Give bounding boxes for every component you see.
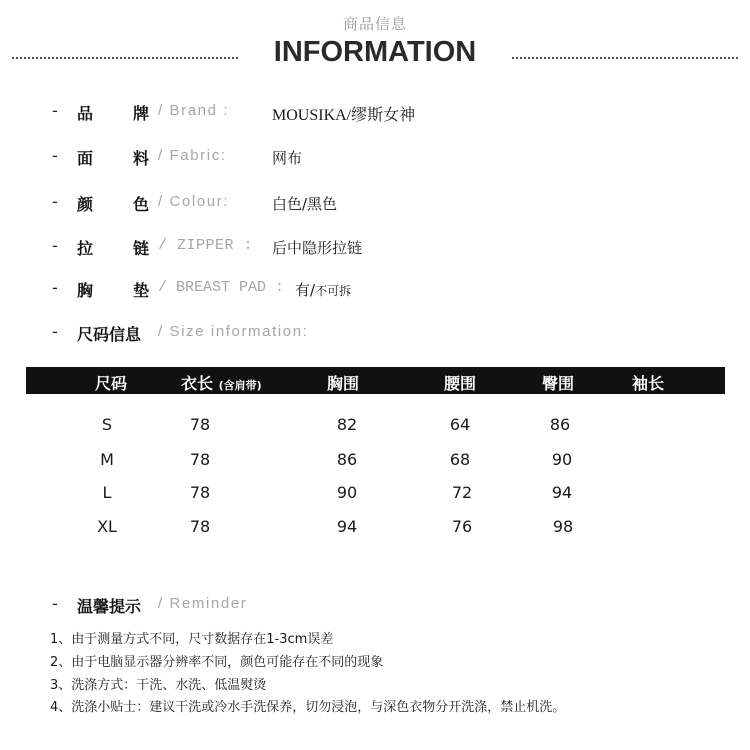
row-value: 网布 xyxy=(272,149,303,167)
row-dash: - xyxy=(52,146,58,165)
reminder-note-1: 1、由于测量方式不同，尺寸数据存在1-3cm误差 xyxy=(50,632,334,647)
cell-waist: 76 xyxy=(451,517,473,536)
size-table-header xyxy=(26,367,725,394)
header-divider-right xyxy=(512,57,738,59)
reminder-heading xyxy=(0,594,750,620)
size-info-label: 尺码信息 xyxy=(77,325,142,344)
cell-bust: 90 xyxy=(336,483,358,502)
info-row-colour xyxy=(0,192,750,218)
row-dash: - xyxy=(52,101,58,120)
cell-size: M xyxy=(100,450,114,469)
size-info-heading xyxy=(0,322,750,348)
info-row-fabric xyxy=(0,146,750,172)
cell-hip: 90 xyxy=(551,450,573,469)
table-row xyxy=(0,450,750,474)
info-row-zipper xyxy=(0,236,750,262)
cell-size: XL xyxy=(97,517,117,536)
reminder-note-3: 3、洗涤方式：干洗、水洗、低温熨烫 xyxy=(50,678,267,693)
cell-size: L xyxy=(102,483,112,502)
row-value-main: 有/ xyxy=(295,281,316,299)
row-label-en: / Colour: xyxy=(158,193,230,210)
row-label-en: / Fabric: xyxy=(158,147,227,164)
row-label-en: / Brand : xyxy=(158,102,230,119)
th-sleeve: 袖长 xyxy=(632,374,665,393)
row-label-char1: 拉 xyxy=(77,239,94,258)
row-label-char2: 色 xyxy=(133,195,150,214)
row-dash: - xyxy=(52,322,58,341)
cell-length: 78 xyxy=(189,415,211,434)
cell-waist: 68 xyxy=(449,450,471,469)
header-title-cn: 商品信息 xyxy=(342,15,407,33)
row-label-char1: 面 xyxy=(77,149,94,168)
cell-length: 78 xyxy=(189,483,211,502)
reminder-label-en: / Reminder xyxy=(158,595,248,612)
th-bust: 胸围 xyxy=(327,374,360,393)
size-info-label-en: / Size information: xyxy=(158,323,309,340)
row-label-char2: 料 xyxy=(133,149,150,168)
row-label-en: / BREAST PAD : xyxy=(158,279,285,296)
th-length-label: 衣长 xyxy=(181,374,214,393)
cell-waist: 72 xyxy=(451,483,473,502)
cell-bust: 94 xyxy=(336,517,358,536)
header-title-en: INFORMATION xyxy=(273,36,477,68)
row-label-char1: 品 xyxy=(77,104,94,123)
row-dash: - xyxy=(52,594,58,613)
cell-hip: 86 xyxy=(549,415,571,434)
info-row-breast-pad xyxy=(0,278,750,304)
cell-waist: 64 xyxy=(449,415,471,434)
row-value: 白色/黑色 xyxy=(272,195,338,213)
cell-hip: 94 xyxy=(551,483,573,502)
row-label-char2: 垫 xyxy=(133,281,150,300)
th-length xyxy=(181,371,262,394)
table-row xyxy=(0,517,750,541)
row-value: MOUSIKA/缪斯女神 xyxy=(272,107,416,124)
reminder-label: 温馨提示 xyxy=(77,597,142,616)
cell-hip: 98 xyxy=(552,517,574,536)
reminder-note-4: 4、洗涤小贴士：建议干洗或冷水手洗保养，切勿浸泡，与深色衣物分开洗涤，禁止机洗。 xyxy=(50,700,566,715)
table-row xyxy=(0,483,750,507)
row-dash: - xyxy=(52,236,58,255)
row-value: 后中隐形拉链 xyxy=(272,239,363,257)
row-dash: - xyxy=(52,192,58,211)
row-label-char1: 颜 xyxy=(77,195,94,214)
table-row xyxy=(0,415,750,439)
th-length-note: (含肩带) xyxy=(218,379,262,392)
row-label-char2: 牌 xyxy=(133,104,150,123)
row-value xyxy=(295,279,351,300)
th-size: 尺码 xyxy=(95,374,128,393)
cell-length: 78 xyxy=(189,517,211,536)
row-label-char2: 链 xyxy=(133,239,150,258)
th-waist: 腰围 xyxy=(444,374,477,393)
cell-bust: 82 xyxy=(336,415,358,434)
th-hip: 臀围 xyxy=(542,374,575,393)
cell-bust: 86 xyxy=(336,450,358,469)
row-label-en: / ZIPPER : xyxy=(158,237,254,254)
row-dash: - xyxy=(52,278,58,297)
info-row-brand xyxy=(0,101,750,127)
row-value-small: 不可拆 xyxy=(315,284,352,298)
cell-size: S xyxy=(101,415,113,434)
row-label-char1: 胸 xyxy=(77,281,94,300)
reminder-note-2: 2、由于电脑显示器分辨率不同，颜色可能存在不同的现象 xyxy=(50,655,384,670)
cell-length: 78 xyxy=(189,450,211,469)
